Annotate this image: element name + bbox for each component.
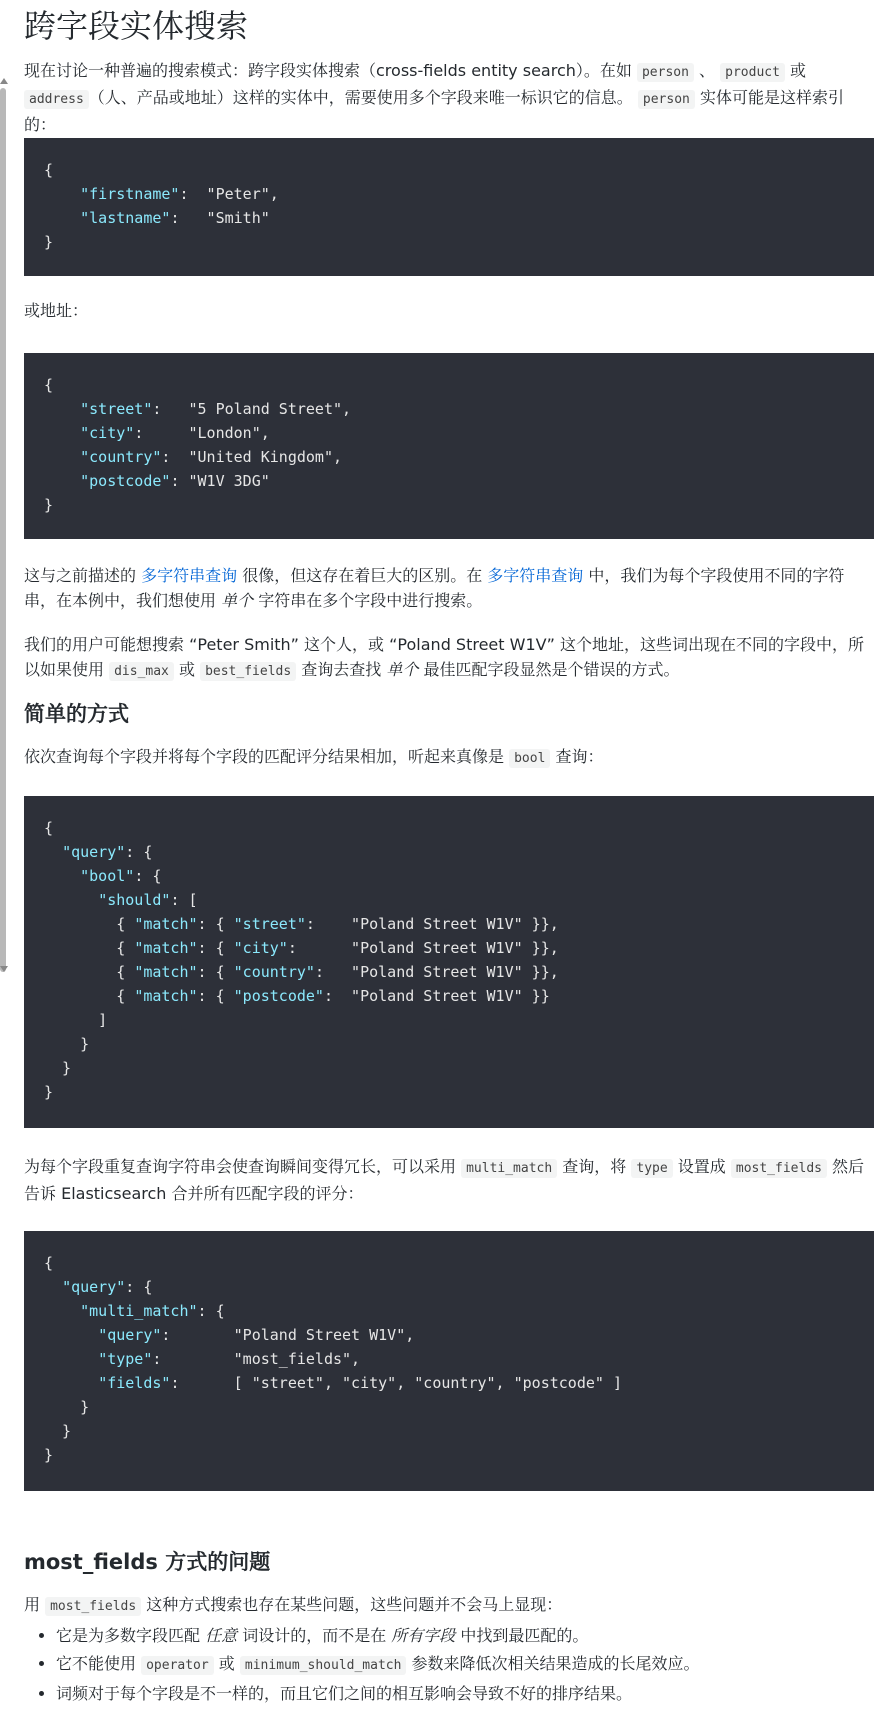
- list-text: 它不能使用: [56, 1654, 142, 1673]
- problem-list: [24, 1622, 885, 1708]
- multi-string-query-link[interactable]: 多字符串查询: [487, 566, 584, 585]
- paragraph-text: 查询：: [550, 747, 604, 766]
- inline-code: most_fields: [45, 1597, 141, 1616]
- inline-code: type: [631, 1159, 672, 1178]
- paragraph-text: 中，我们为每个字段使用不同的字符串，在本例中，我们想使用: [24, 566, 845, 610]
- intro-text: 实体可能是这样索引的：: [24, 88, 844, 134]
- emphasis-text: 单个: [386, 660, 419, 679]
- page-title: 跨字段实体搜索: [24, 7, 249, 45]
- paragraph-text: 或: [173, 660, 201, 679]
- inline-code: person: [638, 90, 695, 109]
- code-block-bool-query: [24, 796, 874, 1128]
- paragraph-text: 依次查询每个字段并将每个字段的匹配评分结果相加，听起来真像是: [24, 747, 510, 766]
- emphasis-text: 任意: [205, 1626, 238, 1645]
- user-search-paragraph: [24, 632, 874, 684]
- code-text: { "firstname": "Peter", "lastname": "Smith" }: [44, 161, 279, 251]
- inline-code: product: [720, 63, 785, 82]
- intro-text: （人、产品或地址）这样的实体中，需要使用多个字段来唯一标识它的信息。: [88, 88, 638, 107]
- multi-string-query-link[interactable]: 多字符串查询: [141, 566, 238, 585]
- multi-match-paragraph: [24, 1154, 874, 1206]
- inline-code: multi_match: [461, 1159, 557, 1178]
- comparison-paragraph: [24, 563, 874, 613]
- scrollbar-thumb[interactable]: [0, 88, 6, 972]
- most-fields-paragraph: [24, 1592, 874, 1619]
- code-block-multi-match: [24, 1231, 874, 1491]
- scroll-up-arrow-icon[interactable]: [0, 78, 8, 84]
- intro-text: 、: [693, 61, 721, 80]
- emphasis-text: 单个: [221, 591, 254, 610]
- paragraph-text: 这与之前描述的: [24, 566, 142, 585]
- paragraph-text: 很像，但这存在着巨大的区别。在: [237, 566, 488, 585]
- inline-code: best_fields: [200, 662, 296, 681]
- list-item: [56, 1622, 885, 1650]
- emphasis-text: 所有字段: [391, 1626, 456, 1645]
- inline-code: minimum_should_match: [240, 1656, 407, 1675]
- inline-code: dis_max: [109, 662, 174, 681]
- paragraph-text: 最佳匹配字段显然是个错误的方式。: [418, 660, 680, 679]
- list-text: 或: [213, 1654, 240, 1673]
- list-text: 词设计的，而不是在: [237, 1626, 392, 1645]
- code-block-person: [24, 138, 874, 276]
- list-item: [56, 1680, 885, 1708]
- inline-code: most_fields: [731, 1159, 827, 1178]
- inline-code: operator: [141, 1656, 214, 1675]
- paragraph-text: 为每个字段重复查询字符串会使查询瞬间变得冗长，可以采用: [24, 1157, 462, 1176]
- list-text: 词频对于每个字段是不一样的，而且它们之间的相互影响会导致不好的排序结果。: [56, 1684, 633, 1703]
- inline-code: address: [24, 90, 89, 109]
- inline-code: bool: [509, 749, 550, 768]
- paragraph-text: 我们的用户可能想搜索 “Peter Smith” 这个人，或 “Poland Street W1V” 这个地址，这些词出现在不同的字段中，所以如果使用: [24, 635, 864, 679]
- intro-paragraph: [24, 58, 874, 137]
- paragraph-text: 查询，将: [557, 1157, 632, 1176]
- section-heading-simple: 简单的方式: [24, 702, 129, 726]
- list-text: 它是为多数字段匹配: [56, 1626, 206, 1645]
- code-text: { "query": { "bool": { "should": [ { "match": { "street": "Poland Street W1V" }}, { "match": { "city": "Poland Street W1V" }}, { "match": { "country": "Poland Street W1V" }}, { "match": { "postcode": "Poland Street W1V" }} ] } } }: [44, 819, 559, 1101]
- code-block-address: [24, 353, 874, 539]
- paragraph-text: 查询去查找: [296, 660, 387, 679]
- bool-query-paragraph: [24, 744, 874, 771]
- code-text: { "query": { "multi_match": { "query": "Poland Street W1V", "type": "most_fields", "fields": [ "street", "city", "country", "postcode" ] } } }: [44, 1254, 622, 1464]
- or-address-text: 或地址：: [24, 301, 89, 320]
- code-text: { "street": "5 Poland Street", "city": "London", "country": "United Kingdom", "postcode": "W1V 3DG" }: [44, 376, 352, 514]
- intro-text: 或: [784, 61, 807, 80]
- list-text: 参数来降低次相关结果造成的长尾效应。: [406, 1654, 700, 1673]
- list-item: [56, 1650, 885, 1680]
- inline-code: person: [637, 63, 694, 82]
- paragraph-text: 设置成: [672, 1157, 731, 1176]
- paragraph-text: 字符串在多个字段中进行搜索。: [253, 591, 483, 610]
- paragraph-text: 用: [24, 1595, 46, 1614]
- paragraph-text: 这种方式搜索也存在某些问题，这些问题并不会马上显现：: [141, 1595, 563, 1614]
- list-text: 中找到最匹配的。: [455, 1626, 589, 1645]
- paragraph-text: 然后告诉 Elasticsearch 合并所有匹配字段的评分：: [24, 1157, 865, 1203]
- scroll-down-arrow-icon[interactable]: [0, 966, 8, 972]
- intro-text: 现在讨论一种普遍的搜索模式：跨字段实体搜索（cross-fields entity search）。在如: [24, 61, 637, 80]
- section-heading-most-fields-problem: most_fields 方式的问题: [24, 1550, 271, 1574]
